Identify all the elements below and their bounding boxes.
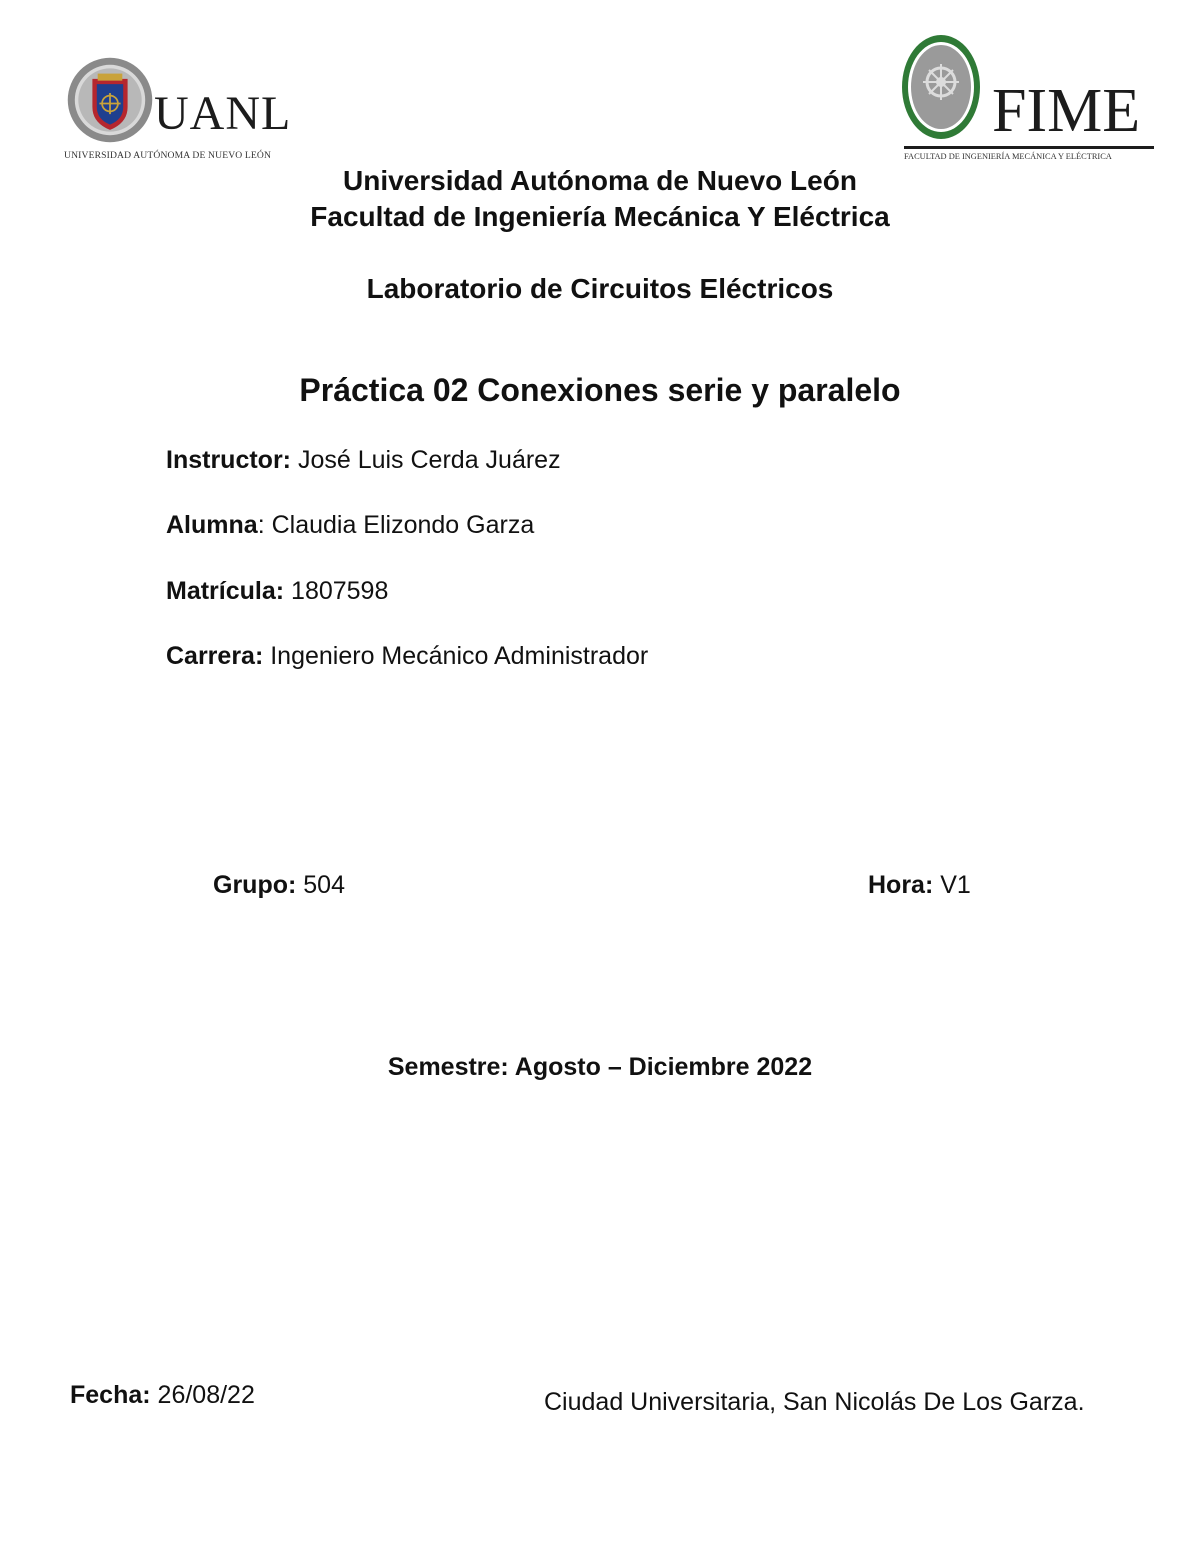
hour-label: Hora: [868,871,934,899]
group-value: 504 [296,871,345,899]
date-label: Fecha: [70,1381,151,1409]
instructor-value: José Luis Cerda Juárez [291,446,561,474]
fime-seal-icon [900,32,982,142]
group-row [213,870,345,900]
enrollment-value: 1807598 [284,577,389,605]
fime-logo [896,30,1160,170]
career-value: Ingeniero Mecánico Administrador [263,642,649,670]
hour-row [868,870,971,900]
semester-line: Semestre: Agosto – Diciembre 2022 [387,1053,813,1081]
uanl-wordmark: UANL [154,87,292,140]
university-name: Universidad Autónoma de Nuevo León [343,165,857,196]
hour-value: V1 [933,871,971,899]
student-row [166,510,534,540]
practice-title: Práctica 02 Conexiones serie y paralelo [299,372,901,408]
enrollment-label: Matrícula: [166,577,285,605]
uanl-seal-icon [66,56,154,144]
uanl-logo [62,54,298,166]
fime-subtitle: FACULTAD DE INGENIERÍA MECÁNICA Y ELÉCTRICA [904,152,1112,161]
student-value: : Claudia Elizondo Garza [257,511,535,539]
fime-divider [904,146,1154,149]
date-value: 26/08/22 [150,1381,255,1409]
instructor-label: Instructor: [166,446,291,474]
fime-wordmark: FIME [992,77,1141,145]
lab-name: Laboratorio de Circuitos Eléctricos [366,273,834,304]
date-row [70,1380,255,1410]
place-text: Ciudad Universitaria, San Nicolás De Los Garza. [544,1388,1085,1416]
career-label: Carrera: [166,642,264,670]
career-row [166,641,648,671]
group-label: Grupo: [213,871,297,899]
student-label: Alumna [166,511,258,539]
instructor-row [166,445,561,475]
faculty-name: Facultad de Ingeniería Mecánica Y Eléctrica [310,201,890,232]
enrollment-row [166,576,388,606]
uanl-subtitle: UNIVERSIDAD AUTÓNOMA DE NUEVO LEÓN [64,150,272,161]
